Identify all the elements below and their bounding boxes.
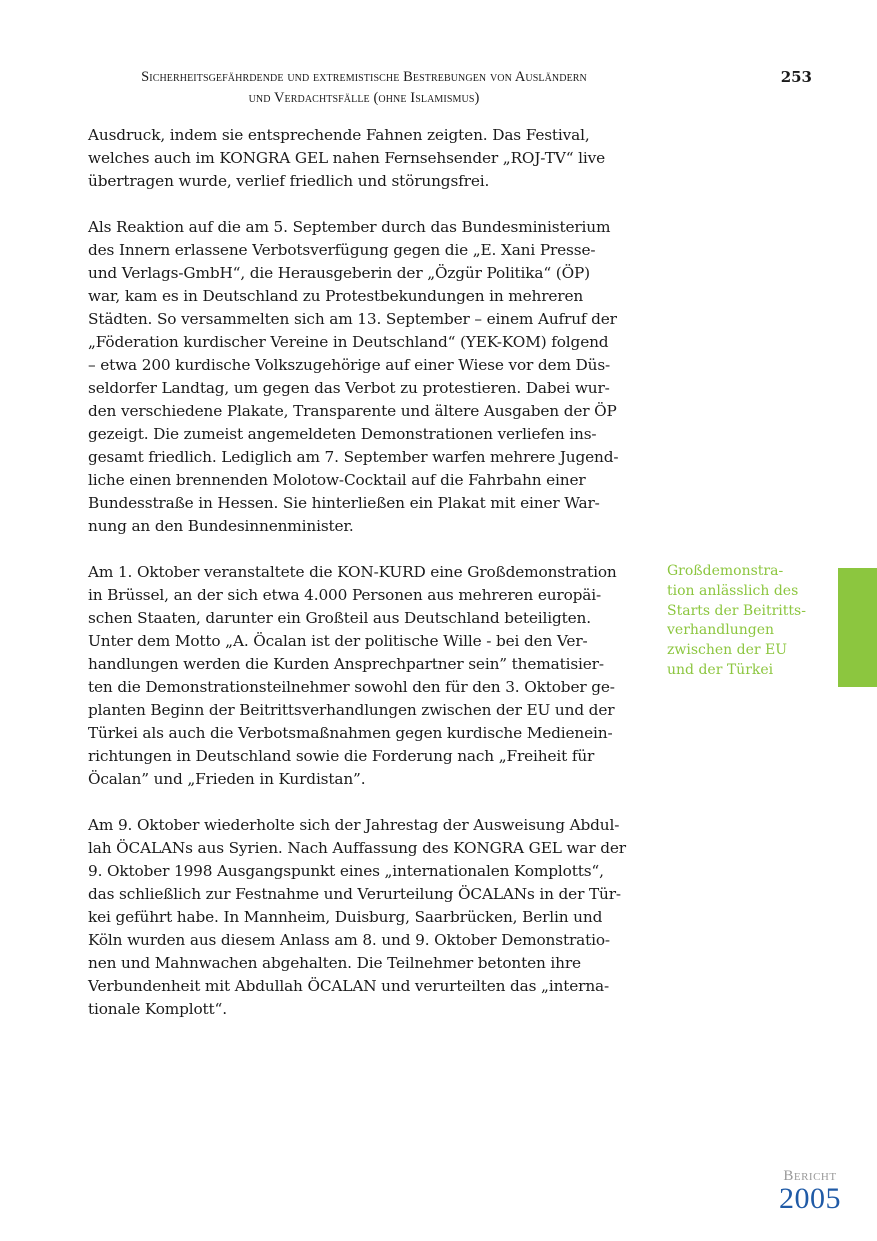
paragraph-oep-ban-protests [88,216,648,538]
running-title-line-1: Sicherheitsgefährdende und extremistische Bestrebungen von Ausländern [141,69,587,85]
text-line: lah ÖCALANs aus Syrien. Nach Auffassung des KONGRA GEL war der [88,839,626,857]
logo-year: 2005 [779,1182,841,1215]
margin-note-line: verhandlungen [667,622,775,639]
running-title [88,67,640,109]
text-line: handlungen werden die Kurden Ansprechpartner sein” thematisier- [88,655,604,673]
margin-note-line: Starts der Beitritts- [667,602,806,619]
margin-note-line: Großdemonstra- [667,563,784,579]
text-line: richtungen in Deutschland sowie die Forderung nach „Freiheit für [88,747,595,765]
text-line: Ausdruck, indem sie entsprechende Fahnen zeigten. Das Festival, [88,126,590,144]
section-edge-tab [838,568,877,687]
text-line: kei geführt habe. In Mannheim, Duisburg, Saarbrücken, Berlin und [88,908,603,926]
margin-note-line: tion anlässlich des [667,582,799,599]
page-number: 253 [780,68,812,86]
text-line: übertragen wurde, verlief friedlich und störungsfrei. [88,172,490,190]
text-line: welches auch im KONGRA GEL nahen Fernsehsender „ROJ-TV“ live [88,149,605,167]
text-line: Unter dem Motto „A. Öcalan ist der politische Wille - bei den Ver- [88,632,588,650]
text-line: das schließlich zur Festnahme und Verurteilung ÖCALANs in der Tür- [88,885,621,903]
text-line: in Brüssel, an der sich etwa 4.000 Personen aus mehreren europäi- [88,586,602,604]
text-line: Städten. So versammelten sich am 13. September – einem Aufruf der [88,310,617,328]
text-line: den verschiedene Plakate, Transparente und ältere Ausgaben der ÖP [88,402,617,420]
text-line: gezeigt. Die zumeist angemeldeten Demonstrationen verliefen ins- [88,425,597,443]
text-line: Öcalan” und „Frieden in Kurdistan”. [88,770,366,788]
bericht-2005-logo [770,1168,850,1213]
text-line: 9. Oktober 1998 Ausgangspunkt eines „internationalen Komplotts“, [88,862,604,880]
text-line: gesamt friedlich. Lediglich am 7. September warfen mehrere Jugend- [88,448,619,466]
text-line: Als Reaktion auf die am 5. September durch das Bundesministerium [88,218,611,236]
text-line: des Innern erlassene Verbotsverfügung gegen die „E. Xani Presse- [88,241,596,259]
text-line: nen und Mahnwachen abgehalten. Die Teilnehmer betonten ihre [88,954,581,972]
text-line: liche einen brennenden Molotow-Cocktail auf die Fahrbahn einer [88,471,586,489]
logo-word: Bericht [783,1168,837,1184]
text-line: – etwa 200 kurdische Volkszugehörige auf einer Wiese vor dem Düs- [88,356,611,374]
text-line: nung an den Bundesinnenminister. [88,517,354,535]
text-line: Bundesstraße in Hessen. Sie hinterließen ein Plakat mit einer War- [88,494,600,512]
text-line: und Verlags-GmbH“, die Herausgeberin der „Özgür Politika“ (ÖP) [88,264,590,282]
text-line: Türkei als auch die Verbotsmaßnahmen gegen kurdische Medienein- [88,724,613,742]
paragraph-expulsion-anniversary [88,814,648,1021]
margin-note-line: und der Türkei [667,661,774,678]
running-title-line-2: und Verdachtsfälle (ohne Islamismus) [248,90,480,106]
margin-note [667,562,817,681]
text-line: Am 1. Oktober veranstaltete die KON-KURD eine Großdemonstration [88,563,617,581]
text-line: „Föderation kurdischer Vereine in Deutschland“ (YEK-KOM) folgend [88,333,609,351]
text-line: planten Beginn der Beitrittsverhandlungen zwischen der EU und der [88,701,615,719]
paragraph-festival-ending [88,124,648,193]
margin-note-line: zwischen der EU [667,642,788,659]
text-line: ten die Demonstrationsteilnehmer sowohl den für den 3. Oktober ge- [88,678,615,696]
text-line: tionale Komplott“. [88,1000,227,1018]
text-line: Am 9. Oktober wiederholte sich der Jahrestag der Ausweisung Abdul- [88,816,620,834]
text-line: Verbundenheit mit Abdullah ÖCALAN und verurteilten das „interna- [88,977,610,995]
paragraph-brussels-demonstration [88,561,648,791]
text-line: war, kam es in Deutschland zu Protestbekundungen in mehreren [88,287,584,305]
body-text-column [88,124,648,1044]
text-line: seldorfer Landtag, um gegen das Verbot zu protestieren. Dabei wur- [88,379,610,397]
text-line: schen Staaten, darunter ein Großteil aus Deutschland beteiligten. [88,609,591,627]
text-line: Köln wurden aus diesem Anlass am 8. und 9. Oktober Demonstratio- [88,931,610,949]
